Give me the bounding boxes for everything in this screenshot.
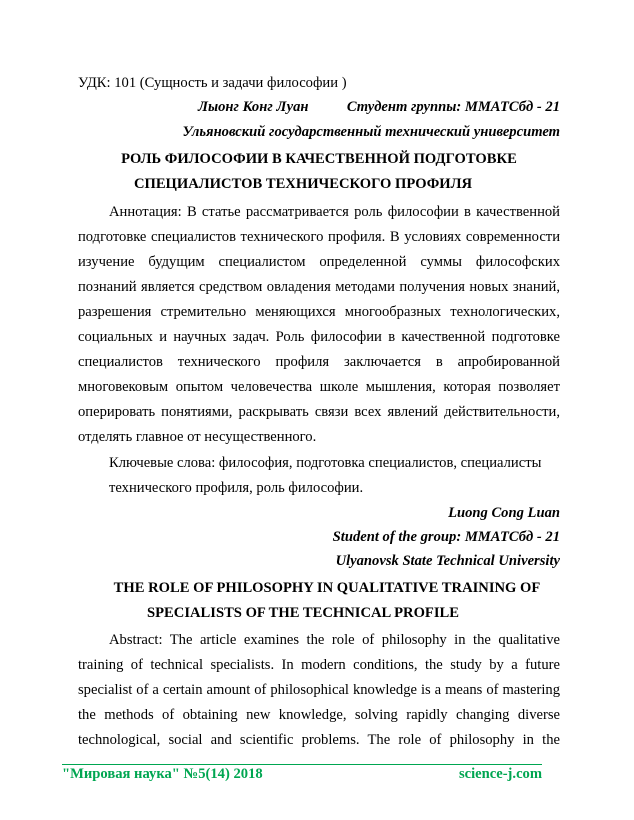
abstract-ru-line: социальных и научных задач. Роль философии в качественной подготовке: [78, 329, 560, 345]
abstract-en-line: Abstract: The article examines the role of philosophy in the qualitative: [109, 632, 560, 648]
title-ru-line-1: РОЛЬ ФИЛОСОФИИ В КАЧЕСТВЕННОЙ ПОДГОТОВКЕ: [121, 151, 517, 167]
abstract-en-line: technological, social and scientific problems. The role of philosophy in the: [78, 732, 560, 748]
udk-line: УДК: 101 (Сущность и задачи философии ): [78, 75, 347, 91]
footer-journal: "Мировая наука" №5(14) 2018: [62, 766, 263, 782]
abstract-ru-line: многовековым опытом человечества школе мышления, которая позволяет: [78, 379, 560, 395]
footer-divider: [62, 764, 542, 765]
abstract-ru-line: оперировать понятиями, раскрывать связи всех явлений действительности,: [78, 404, 560, 420]
abstract-en-line: the methods of obtaining new knowledge, solving rapidly changing diverse: [78, 707, 560, 723]
abstract-ru-line: изучение будущим специалистом определенной суммы философских: [78, 254, 560, 270]
author-en-name: Luong Cong Luan: [448, 505, 560, 521]
keywords-ru-line: технического профиля, роль философии.: [109, 480, 364, 496]
footer-site-link[interactable]: science-j.com: [458, 766, 542, 782]
abstract-en-line: specialist of a certain amount of philosophical knowledge is a means of mastering: [78, 682, 560, 698]
abstract-ru-line: разрешения стремительно меняющихся многообразных технологических,: [78, 304, 560, 320]
abstract-ru-line: познаний является средством овладения методами получения новых знаний,: [78, 279, 560, 295]
abstract-ru-line: подготовке специалистов технического профиля. В условиях современности: [78, 229, 560, 245]
author-ru-row: [78, 97, 560, 117]
author-en-group: Student of the group: ММАТСбд - 21: [332, 529, 560, 545]
abstract-ru-line: Аннотация: В статье рассматривается роль философии в качественной: [109, 204, 560, 220]
abstract-ru-line: специалистов технического профиля заключается в апробированной: [78, 354, 560, 370]
title-en-line-2: SPECIALISTS OF THE TECHNICAL PROFILE: [147, 605, 459, 621]
keywords-ru-line: Ключевые слова: философия, подготовка специалистов, специалисты: [109, 455, 542, 471]
abstract-ru-line: отделять главное от несущественного.: [78, 429, 317, 445]
author-ru-name: Лыонг Конг Луан: [198, 99, 309, 115]
author-en-university: Ulyanovsk State Technical University: [335, 553, 560, 569]
author-ru-group: Студент группы: ММАТСбд - 21: [346, 99, 560, 115]
title-en-line-1: THE ROLE OF PHILOSOPHY IN QUALITATIVE TRAINING OF: [113, 580, 541, 596]
author-ru-university: Ульяновский государственный технический университет: [182, 124, 560, 140]
title-ru-line-2: СПЕЦИАЛИСТОВ ТЕХНИЧЕСКОГО ПРОФИЛЯ: [133, 176, 473, 192]
abstract-en-line: training of technical specialists. In modern conditions, the study by a future: [78, 657, 560, 673]
